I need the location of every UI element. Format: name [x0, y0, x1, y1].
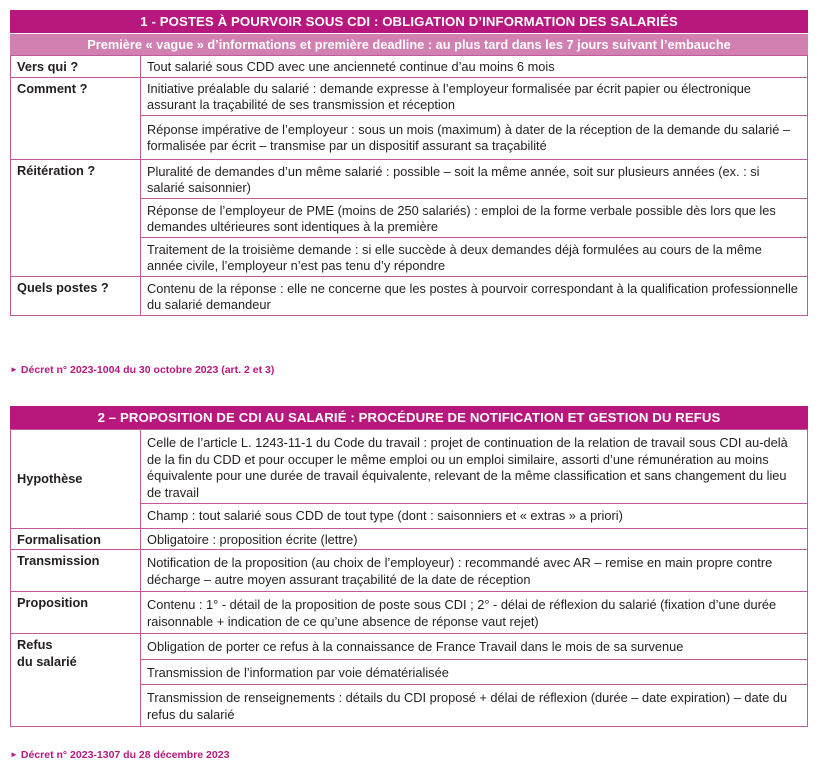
row-label-transmission: Transmission [11, 550, 141, 592]
row-label-comment: Comment ? [11, 77, 141, 159]
cell-refus-3: Transmission de renseignements : détails du CDI proposé + délai de réflexion (durée – date expiration) – date du refus du salarié [141, 685, 808, 727]
table-row [11, 430, 808, 504]
section-1-grid [10, 55, 808, 316]
table-row [11, 77, 808, 115]
table-row [11, 550, 808, 592]
section-2-title: 2 – PROPOSITION DE CDI AU SALARIÉ : PROCÉDURE DE NOTIFICATION ET GESTION DU REFUS [10, 406, 808, 429]
cell-transmission: Notification de la proposition (au choix de l’employeur) : recommandé avec AR – remise en main propre contre décharge – autre moyen assurant traçabilité de la date de réception [141, 550, 808, 592]
table-row [11, 634, 808, 660]
cell-proposition: Contenu : 1° - détail de la proposition de poste sous CDI ; 2° - délai de réflexion du salarié (fixation d’une durée raisonnable + indication de ce qu’une absence de réponse vaut rejet) [141, 592, 808, 634]
footnote-text: Décret n° 2023-1004 du 30 octobre 2023 (art. 2 et 3) [20, 364, 275, 376]
section-1-footnote [10, 364, 274, 376]
cell-formalisation: Obligatoire : proposition écrite (lettre) [141, 528, 808, 550]
table-row [11, 159, 808, 198]
cell-refus-1: Obligation de porter ce refus à la connaissance de France Travail dans le mois de sa survenue [141, 634, 808, 660]
row-label-refus [11, 634, 141, 727]
cell-reiteration-2: Réponse de l’employeur de PME (moins de 250 salariés) : emploi de la forme verbale possible dès lors que les demandes ultérieures sont identiques à la première [141, 198, 808, 237]
footnote-text: Décret n° 2023-1307 du 28 décembre 2023 [20, 749, 230, 761]
table-row [11, 592, 808, 634]
row-label-reiteration: Réitération ? [11, 159, 141, 276]
section-2-grid [10, 429, 808, 727]
section-2-footnote [10, 749, 229, 761]
cell-hypothese-2: Champ : tout salarié sous CDD de tout type (dont : saisonniers et « extras » a priori) [141, 504, 808, 529]
arrow-right-icon: ► [10, 365, 18, 374]
row-label-proposition: Proposition [11, 592, 141, 634]
row-label-hypothese: Hypothèse [11, 430, 141, 529]
section-1-table [10, 10, 808, 316]
row-label-vers-qui: Vers qui ? [11, 56, 141, 78]
cell-refus-2: Transmission de l’information par voie dématérialisée [141, 659, 808, 685]
table-row [11, 528, 808, 550]
table-row [11, 276, 808, 315]
table-row [11, 56, 808, 78]
cell-quels-postes: Contenu de la réponse : elle ne concerne que les postes à pourvoir correspondant à la qualification professionnelle du salarié demandeur [141, 276, 808, 315]
cell-vers-qui: Tout salarié sous CDD avec une ancienneté continue d’au moins 6 mois [141, 56, 808, 78]
refus-label-line-1: Refus [17, 637, 53, 652]
row-label-formalisation: Formalisation [11, 528, 141, 550]
cell-comment-1: Initiative préalable du salarié : demande expresse à l’employeur formalisée par écrit papier ou électronique assurant la traçabilité de ses transmission et réception [141, 77, 808, 115]
cell-comment-2: Réponse impérative de l’employeur : sous un mois (maximum) à dater de la réception de la demande du salarié – formalisée par écrit – transmise par un dispositif assurant sa traçabilité [141, 115, 808, 159]
cell-reiteration-1: Pluralité de demandes d’un même salarié : possible – soit la même année, soit sur plusieurs années (ex. : si salarié saisonnier) [141, 159, 808, 198]
section-2-table [10, 406, 808, 727]
section-1-subtitle: Première « vague » d’informations et première deadline : au plus tard dans les 7 jours suivant l’embauche [10, 33, 808, 55]
section-1-title: 1 - POSTES À POURVOIR SOUS CDI : OBLIGATION D’INFORMATION DES SALARIÉS [10, 10, 808, 33]
row-label-quels-postes: Quels postes ? [11, 276, 141, 315]
arrow-right-icon: ► [10, 750, 18, 759]
cell-hypothese-1: Celle de l’article L. 1243-11-1 du Code du travail : projet de continuation de la relation de travail sous CDI au-delà de la fin du CDD et pour occuper le même emploi ou un emploi similaire, assorti d’une rémunération au moins équivalente pour une durée de travail équivalente, relevant de la même classification et sans changement du lieu de travail [141, 430, 808, 504]
refus-label-line-2: du salarié [17, 653, 77, 669]
cell-reiteration-3: Traitement de la troisième demande : si elle succède à deux demandes déjà formulées au cours de la même année civile, l’employeur n’est pas tenu d’y répondre [141, 237, 808, 276]
